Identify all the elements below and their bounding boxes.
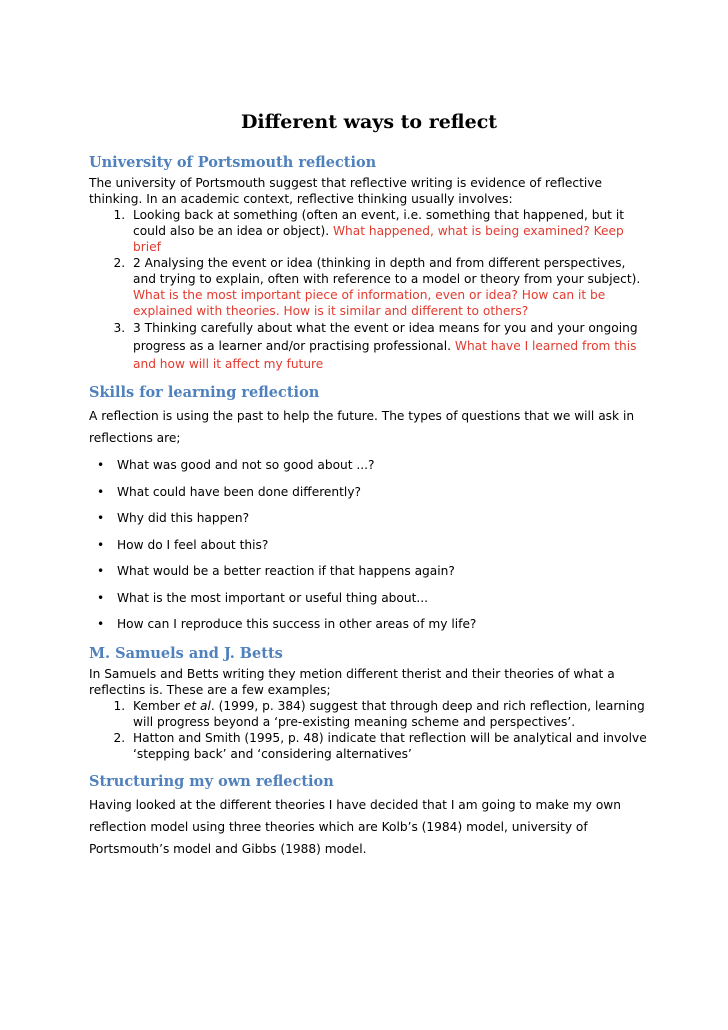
uop-item-question: What have I learned from this and how will it affect my future	[133, 339, 637, 371]
question-text: What could have been done differently?	[117, 484, 361, 499]
question-text: How can I reproduce this success in other areas of my life?	[117, 617, 477, 631]
question-text: What would be a better reaction if that happens again?	[117, 564, 455, 578]
question-text: Why did this happen?	[117, 511, 250, 525]
samuels-item-text: Hatton and Smith (1995, p. 48) indicate that reflection will be analytical and involve ‘stepping back’ and ‘considering alternatives’	[133, 731, 647, 761]
bullet-icon: •	[97, 564, 105, 578]
section-skills-reflection	[89, 383, 649, 638]
question-text: What is the most important or useful thing about...	[117, 590, 428, 605]
question-text: How do I feel about this?	[117, 537, 269, 552]
question-item	[89, 510, 649, 537]
bullet-icon: •	[97, 484, 105, 499]
samuels-item-italic: et al	[183, 699, 211, 713]
question-item	[89, 537, 649, 564]
uop-item-question: What is the most important piece of information, even or idea? How can it be explained with theories. How is it similar and different to others?	[133, 288, 606, 318]
document-page	[89, 110, 649, 870]
structuring-heading: Structuring my own reflection	[89, 773, 334, 790]
samuels-item-text: . (1999, p. 384) suggest that through deep and rich reflection, learning will progress beyond a ‘pre-existing meaning scheme and perspectives’.	[133, 699, 645, 729]
uop-item-question: What happened, what is being examined? Keep brief	[133, 224, 624, 254]
uop-list	[89, 207, 649, 373]
samuels-list-item	[129, 730, 649, 762]
question-item	[89, 457, 649, 484]
uop-list-item	[129, 255, 649, 319]
section-uop-reflection	[89, 153, 649, 373]
structuring-body: Having looked at the different theories I have decided that I am going to make my own reflection model using three theories which are Kolb’s (1984) model, university of Portsmouth’s model and Gibbs (1988) model.	[89, 798, 621, 856]
question-item	[89, 563, 649, 590]
section-structuring	[89, 772, 649, 860]
question-text: What was good and not so good about ...?	[117, 458, 375, 472]
question-item	[89, 616, 649, 638]
bullet-icon: •	[97, 511, 105, 525]
samuels-heading: M. Samuels and J. Betts	[89, 645, 283, 662]
samuels-list	[89, 698, 649, 762]
samuels-item-text: Kember	[133, 699, 184, 713]
skills-heading: Skills for learning reflection	[89, 384, 320, 401]
question-item	[89, 484, 649, 511]
skills-intro: A reflection is using the past to help the future. The types of questions that we will ask in reflections are;	[89, 409, 635, 445]
uop-item-text: 3 Thinking carefully about what the event or idea means for you and your ongoing progress as a learner and/or practising professional.	[133, 321, 638, 353]
skills-question-list	[89, 457, 649, 638]
bullet-icon: •	[97, 458, 105, 472]
section-samuels-betts	[89, 644, 649, 762]
bullet-icon: •	[97, 617, 105, 631]
bullet-icon: •	[97, 590, 105, 605]
document-title: Different ways to reflect	[240, 111, 498, 133]
uop-list-item	[129, 319, 649, 373]
uop-heading: University of Portsmouth reflection	[89, 154, 377, 171]
question-item	[89, 590, 649, 617]
uop-list-item	[129, 207, 649, 255]
uop-item-text: Looking back at something (often an event, i.e. something that happened, but it could also be an idea or object).	[133, 208, 624, 238]
bullet-icon: •	[97, 537, 105, 552]
samuels-list-item	[129, 698, 649, 730]
uop-intro: The university of Portsmouth suggest that reflective writing is evidence of reflective thinking. In an academic context, reflective thinking usually involves:	[89, 176, 603, 206]
samuels-intro: In Samuels and Betts writing they metion different therist and their theories of what a reflectins is. These are a few examples;	[89, 667, 615, 697]
uop-item-text: 2 Analysing the event or idea (thinking in depth and from different perspectives, and trying to explain, often with reference to a model or theory from your subject).	[133, 256, 641, 286]
